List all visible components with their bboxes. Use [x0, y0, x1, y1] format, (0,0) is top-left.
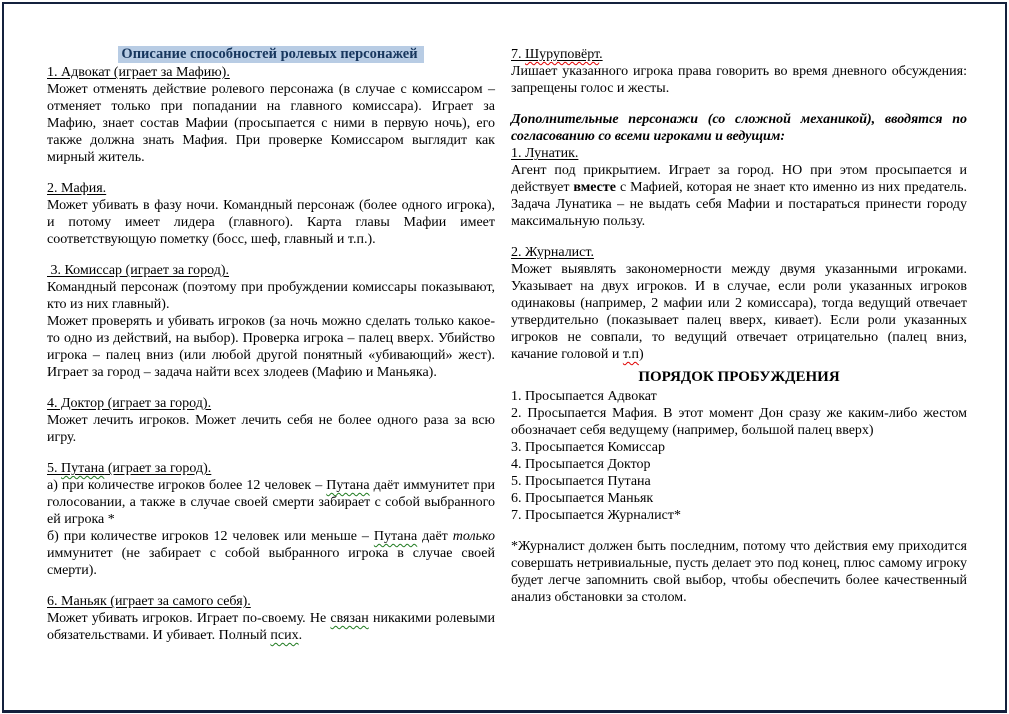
spacer: [47, 446, 495, 460]
misspelled-word: Шуруповёрт: [525, 47, 600, 62]
role-heading: [47, 460, 495, 477]
text-run: Дополнительные персонажи (со сложной механикой), вводятся по согласованию со всеми игроками и ведущим:: [511, 112, 967, 144]
text-run: ПОРЯДОК ПРОБУЖДЕНИЯ: [638, 369, 840, 385]
text-run: .: [298, 628, 303, 643]
text-run: 7. Просыпается Журналист*: [511, 508, 681, 523]
role-heading: [47, 395, 495, 412]
role-heading: [47, 180, 495, 197]
role-heading: [511, 145, 967, 162]
paragraph: [511, 473, 967, 490]
paragraph: [47, 477, 495, 528]
text-run: 2. Журналист.: [511, 245, 594, 260]
role-heading: [47, 64, 495, 81]
text-run: только: [452, 529, 496, 544]
text-run: Описание способностей ролевых персонажей: [118, 46, 423, 63]
paragraph: [47, 197, 495, 248]
text-run: 5. Просыпается Путана: [511, 474, 651, 489]
column-right: [511, 46, 967, 606]
paragraph: [47, 279, 495, 313]
text-run: [61, 461, 104, 476]
paragraph: [47, 81, 495, 166]
paragraph: [511, 507, 967, 524]
text-run: 3. Просыпается Комиссар: [511, 440, 665, 455]
text-run: с Мафией, которая не знает кто именно из них предатель. Задача Лунатика – не выдать себя Мафии и постараться принести городу максимальную пользу.: [511, 180, 967, 229]
text-run: никакими ролевыми обязательствами. И убивает. Полный: [47, 611, 495, 643]
text-run: даёт иммунитет при голосовании, а также в случае своей смерти забирает с собой выбранного ей игрока *: [47, 478, 495, 527]
text-run: 4. Просыпается Доктор: [511, 457, 651, 472]
text-run: ): [638, 347, 644, 362]
text-run: 2. Просыпается Мафия. В этот момент Дон сразу же каким-либо жестом обозначает себя ведущему (например, большой палец вверх): [511, 406, 967, 438]
spacer: [47, 166, 495, 180]
paragraph: [511, 261, 967, 363]
paragraph: [511, 439, 967, 456]
text-run: 5.: [47, 461, 61, 476]
text-run: Лишает указанного игрока права говорить во время дневного обсуждения: запрещены голос и жесты.: [511, 64, 967, 96]
text-run: иммунитет (не забирает с собой выбранного игрока в случае своей смерти).: [47, 546, 495, 578]
text-run: 1. Адвокат (играет за Мафию).: [47, 65, 230, 80]
role-heading: [47, 593, 495, 610]
spacer: [511, 97, 967, 111]
paragraph: [47, 528, 495, 579]
text-run: *Журналист должен быть последним, потому что действия ему приходится совершать нетривиальные, пусть делает это под конец, плюс самому игроку будет легче запомнить свой выбор, чтобы обеспечить более качественный анализ обстановки за столом.: [511, 539, 967, 605]
paragraph: [511, 456, 967, 473]
text-run: Может лечить игроков. Может лечить себя не более одного раза за всю игру.: [47, 413, 495, 445]
paragraph: [511, 162, 967, 230]
text-run: (играет за город).: [104, 461, 212, 476]
document-sheet: [2, 2, 1007, 713]
spacer: [47, 579, 495, 593]
text-run: .: [599, 47, 603, 62]
text-run: 2. Мафия.: [47, 181, 107, 196]
paragraph: [511, 490, 967, 507]
text-run: Может выявлять закономерности между двумя указанными игроками. Указывает на двух игроков. И в случае, если роли указанных игроков одинаковы (например, 2 мафии или 2 комиссара), тогда ведущий отвечает утвердительно (показывает палец вверх, кивает). Если роли указанных игроков не совпали, то ведущий отвечает отрицательно (палец вниз, качание головой и: [511, 262, 967, 362]
text-run: Может убивать игроков. Играет по-своему. Не: [47, 611, 331, 626]
text-run: а) при количестве игроков более 12 человек –: [47, 478, 327, 493]
text-run: Может проверять и убивать игроков (за ночь можно сделать только какое-то одно из действий, на выбор). Проверка игрока – палец вверх. Убийство игрока – палец вниз (или любой другой понятный «убивающий» жест). Играет за город – задача найти всех злодеев (Мафию и Маньяка).: [47, 314, 495, 380]
column-left: [47, 46, 495, 644]
text-run: Может отменять действие ролевого персонажа (в случае с комиссаром – отменяет только при попадании на главного комиссара). Играет за Мафию, знает состав Мафии (просыпается с ними в первую ночь), его также должна знать Мафия. При проверке Комиссаром выглядит как мирный житель.: [47, 82, 495, 165]
text-run: [374, 529, 417, 544]
paragraph: [511, 111, 967, 145]
text-run: [623, 347, 639, 362]
paragraph: [47, 610, 495, 644]
text-run: 3. Комиссар (играет за город).: [47, 263, 229, 278]
text-run: [326, 478, 369, 493]
text-run: 6. Просыпается Маньяк: [511, 491, 654, 506]
spacer: [511, 230, 967, 244]
text-run: 4. Доктор (играет за город).: [47, 396, 212, 411]
text-run: б) при количестве игроков 12 человек или меньше –: [47, 529, 374, 544]
text-run: Агент под прикрытием. Играет за город. НО при этом просыпается и действует: [511, 163, 967, 195]
text-run: 6. Маньяк (играет за самого себя).: [47, 594, 251, 609]
misspelled-word: псих: [270, 628, 299, 643]
role-heading: [47, 262, 495, 279]
text-run: Может убивать в фазу ночи. Командный персонаж (более одного игрока), и потому имеет лидера (главного). Карта главы Мафии имеет соответствующую пометку (босс, шеф, главный и т.п.).: [47, 198, 495, 247]
text-run: [525, 47, 599, 62]
misspelled-word: Путана: [326, 478, 370, 493]
page-title: [47, 46, 495, 63]
spacer: [47, 248, 495, 262]
text-run: даёт: [417, 529, 453, 544]
paragraph: [511, 538, 967, 606]
misspelled-word: Путана: [61, 461, 105, 476]
role-heading: [511, 244, 967, 261]
misspelled-word: т.п: [622, 347, 639, 362]
text-run: вместе: [573, 180, 616, 195]
text-run: [270, 628, 298, 643]
role-heading: [511, 46, 967, 63]
text-run: 7.: [511, 47, 525, 62]
paragraph: [47, 412, 495, 446]
text-run: Командный персонаж (поэтому при пробуждении комиссары показывают, кто из них главный).: [47, 280, 495, 312]
misspelled-word: Путана: [373, 529, 418, 544]
text-run: [330, 611, 368, 626]
spacer: [47, 381, 495, 395]
paragraph: [511, 388, 967, 405]
misspelled-word: связан: [330, 611, 369, 626]
section-heading: [511, 363, 967, 388]
text-run: 1. Просыпается Адвокат: [511, 389, 657, 404]
spacer: [511, 524, 967, 538]
paragraph: [511, 63, 967, 97]
paragraph: [511, 405, 967, 439]
paragraph: [47, 313, 495, 381]
text-run: 1. Лунатик.: [511, 146, 579, 161]
